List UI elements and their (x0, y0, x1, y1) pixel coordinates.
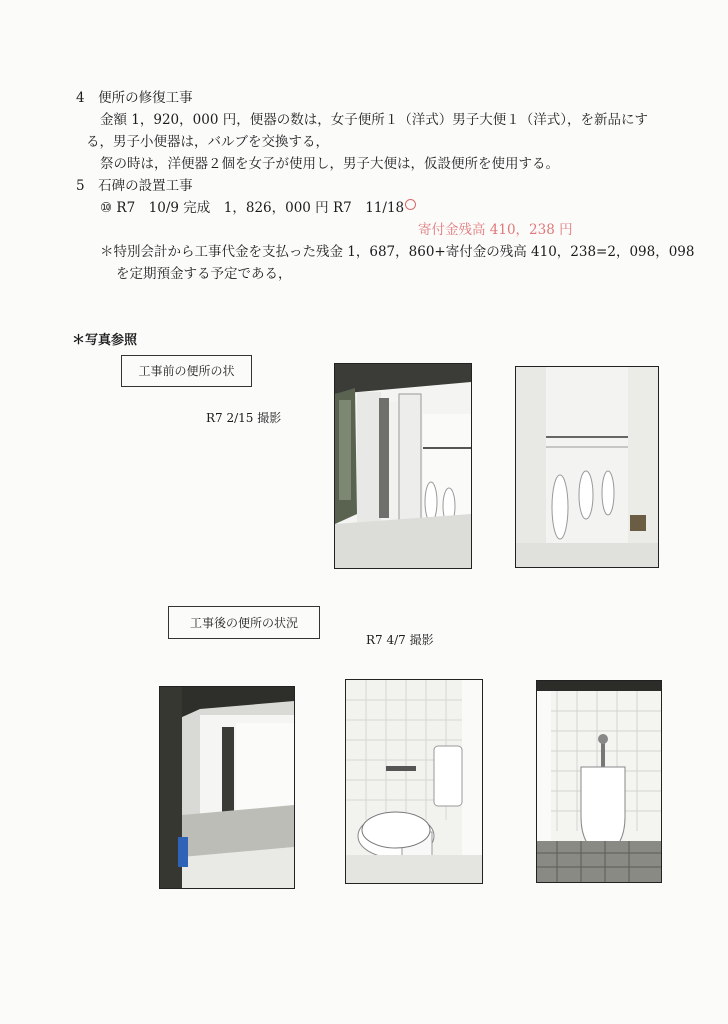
seal-stamp-icon (405, 199, 416, 210)
before-label: 工事前の便所の状 (138, 364, 235, 378)
item-marker: ⑩ (100, 200, 113, 216)
donation-balance-note: 寄付金残高 410，238 円 (418, 222, 573, 238)
before-photo-stalls (334, 363, 472, 569)
before-date: R7 2/15 撮影 (206, 411, 282, 425)
section-4-line-2: る，男子小便器は，バルブを交換する， (86, 134, 329, 150)
after-photo-western-toilet (345, 679, 483, 884)
before-label-box (121, 355, 252, 387)
deposit-note-line-2: を定期預金する予定である， (116, 266, 292, 282)
after-label: 工事後の便所の状況 (189, 615, 298, 630)
photos-heading: ＊写真参照 (72, 333, 138, 348)
after-photo-urinal (536, 680, 662, 883)
after-label-box (168, 606, 320, 639)
deposit-note-line-1: ＊特別会計から工事代金を支払った残金 1，687，860+寄付金の残高 410，238=2，098，098 (100, 244, 695, 260)
before-photo-urinals (515, 366, 659, 568)
section-5-item (100, 199, 416, 217)
section-4-line-1: 金額 1，920，000 円，便器の数は，女子便所１（洋式）男子大便１（洋式），を新品にす (100, 112, 648, 128)
after-photo-exterior (159, 686, 295, 889)
after-date: R7 4/7 撮影 (366, 633, 434, 647)
section-4-line-3: 祭の時は，洋便器２個を女子が使用し，男子大便は，仮設便所を使用する。 (100, 156, 559, 172)
section-4-heading: 4 便所の修復工事 (76, 90, 193, 106)
section-5-heading: 5 石碑の設置工事 (76, 178, 193, 194)
item-text: R7 10/9 完成 1，826，000 円 R7 11/18 (116, 200, 405, 216)
